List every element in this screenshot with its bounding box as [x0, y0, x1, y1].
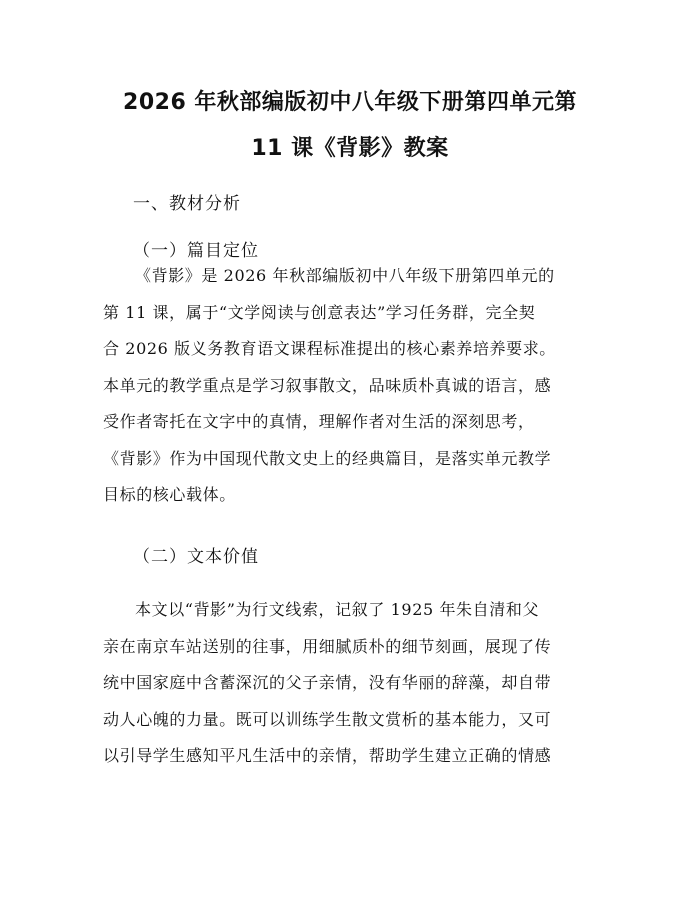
paragraph-line: 《背影》是 2026 年秋部编版初中八年级下册第四单元的: [135, 266, 555, 285]
paragraph-text-value: [103, 592, 603, 775]
subsection-heading-text-positioning: （一）篇目定位: [133, 241, 259, 261]
paragraph-line: 合 2026 版义务教育语文课程标准提出的核心素养培养要求。: [103, 339, 556, 358]
document-title-line-2: 11 课《背影》教案: [251, 136, 449, 161]
paragraph-line: 《背影》作为中国现代散文史上的经典篇目，是落实单元教学: [103, 448, 552, 468]
paragraph-line: 亲在南京车站送别的往事，用细腻质朴的细节刻画，展现了传: [103, 636, 552, 656]
section-heading-teaching-material-analysis: 一、教材分析: [133, 194, 241, 214]
document-title-line-1: 2026 年秋部编版初中八年级下册第四单元第: [123, 90, 577, 115]
paragraph-text-positioning: [103, 258, 603, 514]
paragraph-line: 统中国家庭中含蓄深沉的父子亲情，没有华丽的辞藻，却自带: [103, 673, 552, 692]
paragraph-line: 第 11 课，属于“文学阅读与创意表达”学习任务群，完全契: [103, 302, 536, 322]
paragraph-line: 受作者寄托在文字中的真情，理解作者对生活的深刻思考，: [103, 412, 535, 431]
paragraph-line: 目标的核心载体。: [103, 485, 236, 504]
subsection-heading-text-value: （二）文本价值: [133, 547, 259, 567]
paragraph-line: 动人心魄的力量。既可以训练学生散文赏析的基本能力，又可: [103, 709, 552, 729]
paragraph-line: 以引导学生感知平凡生活中的亲情，帮助学生建立正确的情感: [103, 746, 552, 765]
paragraph-line: 本单元的教学重点是学习叙事散文，品味质朴真诚的语言，感: [103, 375, 552, 395]
paragraph-line: 本文以“背影”为行文线索，记叙了 1925 年朱自清和父: [135, 600, 540, 619]
